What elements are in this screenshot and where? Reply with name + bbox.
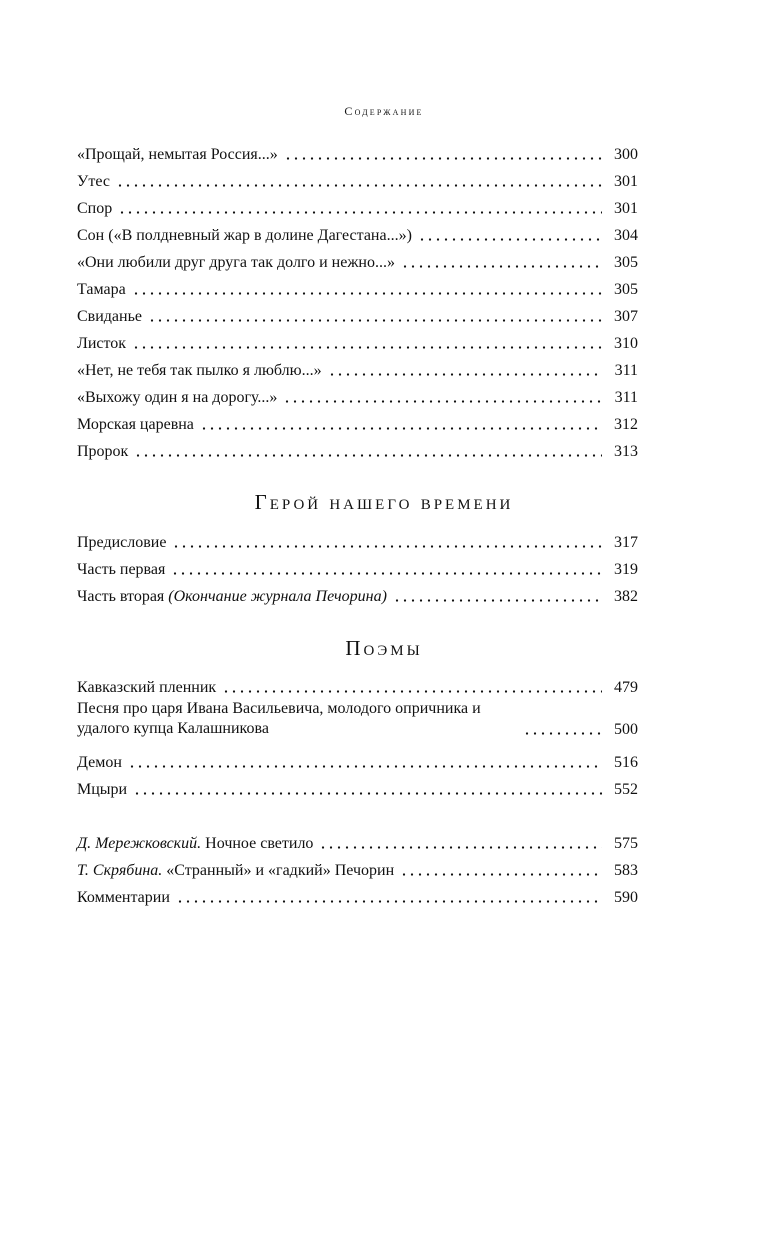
entry-title-main: Часть вторая (77, 588, 169, 605)
leader-dots (393, 588, 602, 602)
toc-entry[interactable] (77, 245, 638, 272)
toc-entry[interactable] (77, 191, 638, 218)
toc-entry[interactable] (77, 772, 638, 799)
entry-title-italic: (Окончание журнала Печорина) (168, 588, 387, 605)
leader-dots (172, 534, 602, 548)
entry-page: 304 (614, 227, 638, 244)
leader-dots (418, 227, 602, 241)
toc-entry[interactable] (77, 272, 638, 299)
toc-entry[interactable] (77, 353, 638, 380)
entry-title-main: «Странный» и «гадкий» Печорин (162, 862, 395, 879)
toc-entry[interactable] (77, 218, 638, 245)
leader-dots (132, 335, 602, 349)
entry-title (77, 861, 400, 880)
entry-page: 305 (614, 254, 638, 271)
toc-entry[interactable] (77, 326, 638, 353)
entry-title: Пророк (77, 443, 129, 460)
entry-page: 307 (614, 308, 638, 325)
toc-group-appendix (77, 826, 638, 907)
toc-group-poems-list (77, 137, 638, 461)
entry-page: 312 (614, 416, 638, 433)
entry-title-main: Ночное светило (201, 835, 314, 852)
leader-dots (523, 721, 602, 735)
entry-page: 319 (614, 561, 638, 578)
entry-page: 583 (614, 862, 638, 879)
entry-page: 301 (614, 200, 638, 217)
entry-title (77, 587, 393, 606)
toc-entry[interactable] (77, 853, 638, 880)
entry-title (77, 834, 319, 853)
leader-dots (134, 443, 602, 457)
entry-page: 311 (614, 362, 638, 379)
entry-author: Д. Мережковский. (77, 835, 202, 852)
entry-page: 500 (614, 721, 638, 738)
toc-entry[interactable] (77, 699, 638, 739)
toc-entry[interactable] (77, 880, 638, 907)
leader-dots (400, 862, 602, 876)
section-title-hero: Герой нашего времени (254, 490, 514, 514)
entry-title: Кавказский пленник (77, 679, 217, 696)
entry-title: «Нет, не тебя так пылко я люблю...» (77, 362, 322, 379)
entry-title: Часть первая (77, 561, 166, 578)
entry-page: 516 (614, 754, 638, 771)
section-title-poems: Поэмы (345, 636, 423, 660)
toc-entry[interactable] (77, 434, 638, 461)
entry-title: «Они любили друг друга так долго и нежно...» (77, 254, 395, 271)
toc-group-long-poems (77, 670, 638, 799)
leader-dots (176, 889, 602, 903)
toc-entry[interactable] (77, 579, 638, 606)
entry-title: «Выхожу один я на дорогу...» (77, 389, 278, 406)
leader-dots (284, 146, 602, 160)
toc-entry[interactable] (77, 299, 638, 326)
toc-entry[interactable] (77, 826, 638, 853)
leader-dots (128, 754, 602, 768)
entry-title: Тамара (77, 281, 126, 298)
entry-title: Морская царевна (77, 416, 194, 433)
leader-dots (222, 679, 602, 693)
toc-entry[interactable] (77, 407, 638, 434)
entry-author: Т. Скрябина. (77, 862, 163, 879)
entry-page: 311 (614, 389, 638, 406)
entry-page: 552 (614, 781, 638, 798)
leader-dots (148, 308, 602, 322)
toc-entry[interactable] (77, 164, 638, 191)
entry-title: Комментарии (77, 889, 170, 906)
entry-title: Мцыри (77, 781, 128, 798)
entry-page: 317 (614, 534, 638, 551)
toc-group-hero (77, 525, 638, 606)
entry-title: Песня про царя Ивана Васильевича, молодого опричника и удалого купца Калашникова (77, 700, 481, 737)
entry-title: Спор (77, 200, 113, 217)
leader-dots (118, 200, 602, 214)
leader-dots (116, 173, 602, 187)
leader-dots (200, 416, 602, 430)
toc-entry[interactable] (77, 552, 638, 579)
entry-page: 300 (614, 146, 638, 163)
entry-title: Утес (77, 173, 110, 190)
entry-title: Листок (77, 335, 127, 352)
toc-entry[interactable] (77, 137, 638, 164)
leader-dots (319, 835, 602, 849)
entry-page: 479 (614, 679, 638, 696)
toc-entry[interactable] (77, 525, 638, 552)
entry-page: 575 (614, 835, 638, 852)
entry-page: 313 (614, 443, 638, 460)
entry-page: 305 (614, 281, 638, 298)
entry-page: 310 (614, 335, 638, 352)
leader-dots (171, 561, 602, 575)
leader-dots (133, 781, 602, 795)
leader-dots (328, 362, 602, 376)
entry-title: Предисловие (77, 534, 167, 551)
leader-dots (401, 254, 602, 268)
entry-page: 382 (614, 588, 638, 605)
entry-title: Свиданье (77, 308, 142, 325)
entry-page: 590 (614, 889, 638, 906)
entry-title: Демон (77, 754, 122, 771)
entry-page: 301 (614, 173, 638, 190)
entry-title: «Прощай, немытая Россия...» (77, 146, 278, 163)
toc-entry[interactable] (77, 380, 638, 407)
toc-entry[interactable] (77, 670, 638, 697)
leader-dots (283, 389, 602, 403)
toc-entry[interactable] (77, 745, 638, 772)
entry-title: Сон («В полдневный жар в долине Дагестана...») (77, 227, 412, 244)
running-head: Содержание (344, 104, 424, 118)
leader-dots (132, 281, 602, 295)
